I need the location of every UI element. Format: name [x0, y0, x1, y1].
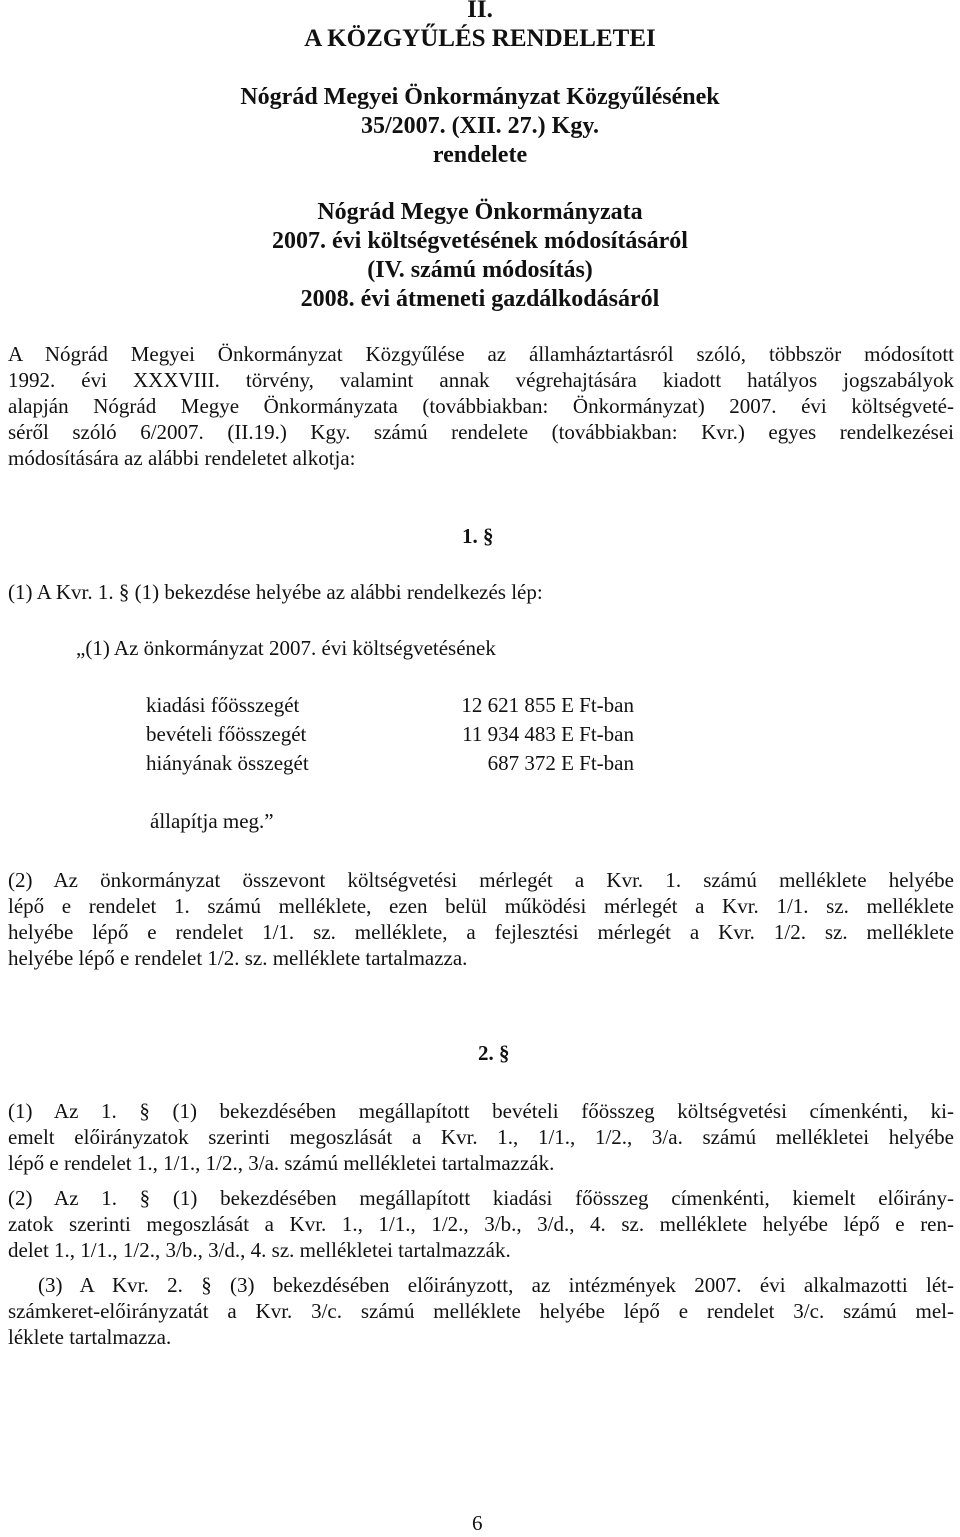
section-2-heading: 2. § — [478, 1041, 510, 1065]
section-number: II. — [467, 0, 493, 23]
quoted-provision-intro: „(1) Az önkormányzat 2007. évi költségvetésének — [76, 636, 496, 660]
section-2-paragraph-3 — [8, 1272, 954, 1350]
section-2-paragraph-2 — [8, 1185, 954, 1263]
section-1-paragraph-1: (1) A Kvr. 1. § (1) bekezdése helyébe az alábbi rendelkezés lép: — [8, 580, 543, 604]
budget-amount-deficit: 687 372 E Ft-ban — [487, 751, 634, 775]
paragraph-line: helyébe lépő e rendelet 1/1. sz. melléklete, a fejlesztési mérlegét a Kvr. 1/2. sz. melléklete — [8, 920, 954, 944]
subject-line-4: 2008. évi átmeneti gazdálkodásáról — [300, 286, 660, 312]
section-1-heading: 1. § — [462, 524, 494, 548]
paragraph-line: (2) Az önkormányzat összevont költségvetési mérlegét a Kvr. 1. számú melléklete helyébe — [8, 868, 954, 892]
budget-label-deficit: hiányának összegét — [146, 751, 309, 775]
paragraph-line: lépő e rendelet 1. számú melléklete, ezen belül működési mérlegét a Kvr. 1/1. sz. melléklete — [8, 894, 954, 918]
section-title: A KÖZGYŰLÉS RENDELETEI — [304, 25, 656, 52]
preamble-line: A Nógrád Megyei Önkormányzat Közgyűlése az államháztartásról szóló, többször módosított — [8, 342, 954, 366]
budget-amount-revenue: 11 934 483 E Ft-ban — [462, 722, 634, 746]
paragraph-line: (3) A Kvr. 2. § (3) bekezdésében előirányzott, az intézmények 2007. évi alkalmazotti lét- — [38, 1273, 954, 1297]
budget-label-expenditure: kiadási főösszegét — [146, 693, 300, 717]
subject-line-3: (IV. számú módosítás) — [367, 257, 593, 283]
paragraph-line: helyébe lépő e rendelet 1/2. sz. melléklete tartalmazza. — [8, 946, 468, 970]
subject-line-1: Nógrád Megye Önkormányzata — [317, 199, 643, 225]
quoted-provision-close: állapítja meg.” — [150, 809, 274, 833]
preamble-line: alapján Nógrád Megye Önkormányzata (továbbiakban: Önkormányzat) 2007. évi költségveté- — [8, 394, 954, 418]
issuer-line-2: 35/2007. (XII. 27.) Kgy. — [360, 113, 599, 139]
paragraph-line: zatok szerinti megoszlását a Kvr. 1., 1/1., 1/2., 3/b., 3/d., 4. sz. melléklete helyébe lépő e ren- — [8, 1212, 954, 1236]
page-number: 6 — [472, 1511, 483, 1535]
budget-amount-expenditure: 12 621 855 E Ft-ban — [461, 693, 634, 717]
budget-label-revenue: bevételi főösszegét — [146, 722, 307, 746]
paragraph-line: (2) Az 1. § (1) bekezdésében megállapított kiadási főösszeg címenkénti, kiemelt előirány- — [8, 1186, 954, 1210]
subject-line-2: 2007. évi költségvetésének módosításáról — [272, 228, 688, 254]
issuer-line-1: Nógrád Megyei Önkormányzat Közgyűlésének — [240, 84, 720, 110]
paragraph-line: számkeret-előirányzatát a Kvr. 3/c. számú melléklete helyébe lépő e rendelet 3/c. számú mel- — [8, 1299, 954, 1323]
issuer-line-3: rendelete — [432, 142, 528, 168]
section-2-paragraph-1 — [8, 1098, 954, 1176]
preamble-paragraph — [8, 341, 954, 471]
paragraph-line: léklete tartalmazza. — [8, 1325, 172, 1349]
section-1-paragraph-2 — [8, 867, 954, 971]
preamble-line: 1992. évi XXXVIII. törvény, valamint annak végrehajtására kiadott hatályos jogszabályok — [8, 368, 954, 392]
paragraph-line: emelt előirányzatok szerinti megoszlását a Kvr. 1., 1/1., 1/2., 3/a. számú mellékletei helyébe — [8, 1125, 954, 1149]
preamble-line: séről szóló 6/2007. (II.19.) Kgy. számú rendelete (továbbiakban: Kvr.) egyes rendelkezései — [8, 420, 954, 444]
paragraph-line: delet 1., 1/1., 1/2., 3/b., 3/d., 4. sz. mellékletei tartalmazzák. — [8, 1238, 511, 1262]
paragraph-line: (1) Az 1. § (1) bekezdésében megállapított bevételi főösszeg költségvetési címenkénti, ki- — [8, 1099, 954, 1123]
preamble-line: módosítására az alábbi rendeletet alkotja: — [8, 446, 356, 470]
paragraph-line: lépő e rendelet 1., 1/1., 1/2., 3/a. számú mellékletei tartalmazzák. — [8, 1151, 555, 1175]
